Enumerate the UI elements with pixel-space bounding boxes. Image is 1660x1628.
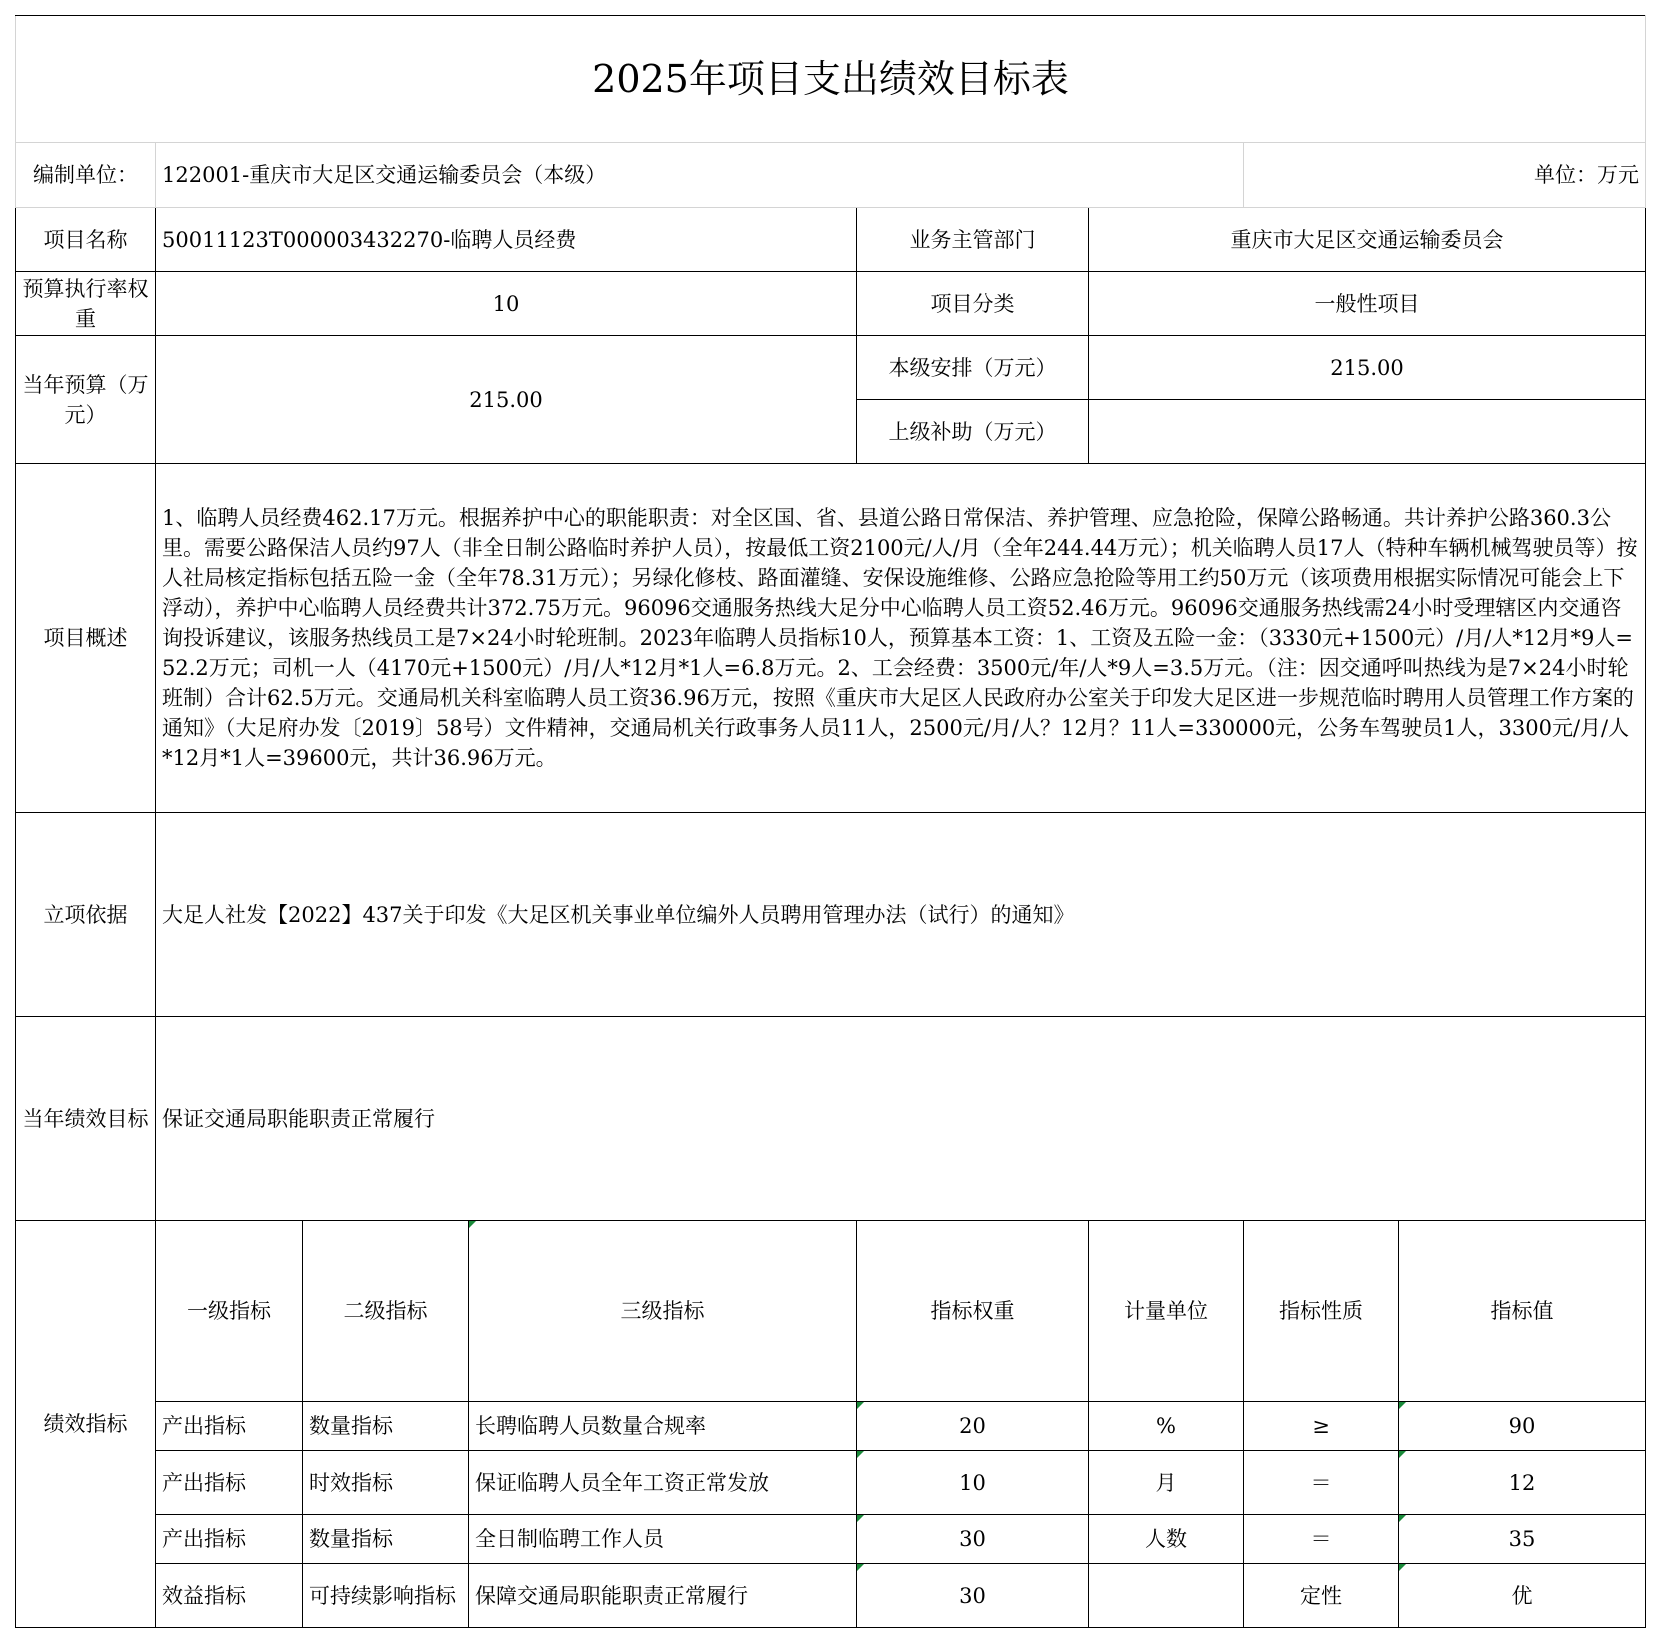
row-value: 90 <box>1399 1402 1646 1451</box>
row-weight: 20 <box>857 1402 1089 1451</box>
basis-text: 大足人社发【2022】437关于印发《大足区机关事业单位编外人员聘用管理办法（试行）的通知》 <box>156 813 1646 1017</box>
row-l3: 保证临聘人员全年工资正常发放 <box>469 1451 857 1515</box>
row-l1: 产出指标 <box>156 1402 303 1451</box>
row-l1: 产出指标 <box>156 1515 303 1564</box>
category-value: 一般性项目 <box>1089 272 1646 336</box>
row-unit <box>1089 1564 1244 1628</box>
indicators-section-label: 绩效指标 <box>16 1221 156 1628</box>
row-l2: 数量指标 <box>303 1515 469 1564</box>
col-header-nature: 指标性质 <box>1244 1221 1399 1402</box>
performance-target-sheet <box>15 15 1645 1628</box>
local-label: 本级安排（万元） <box>857 336 1089 400</box>
budget-value: 215.00 <box>156 336 857 464</box>
col-header-l2: 二级指标 <box>303 1221 469 1402</box>
unit-label: 编制单位： <box>16 143 156 208</box>
project-name-label: 项目名称 <box>16 208 156 272</box>
dept-label: 业务主管部门 <box>857 208 1089 272</box>
budget-label: 当年预算（万元） <box>16 336 156 464</box>
row-unit: 月 <box>1089 1451 1244 1515</box>
weight-label: 预算执行率权重 <box>16 272 156 336</box>
table-row <box>16 1515 1646 1564</box>
col-header-unit: 计量单位 <box>1089 1221 1244 1402</box>
subsidy-value <box>1089 400 1646 464</box>
row-l2: 可持续影响指标 <box>303 1564 469 1628</box>
row-l1: 产出指标 <box>156 1451 303 1515</box>
currency-label: 单位：万元 <box>1244 143 1646 208</box>
row-nature: 定性 <box>1244 1564 1399 1628</box>
row-l2: 时效指标 <box>303 1451 469 1515</box>
table-row <box>16 1451 1646 1515</box>
col-header-l1: 一级指标 <box>156 1221 303 1402</box>
row-nature: ＝ <box>1244 1515 1399 1564</box>
row-l1: 效益指标 <box>156 1564 303 1628</box>
overview-text: 1、临聘人员经费462.17万元。根据养护中心的职能职责：对全区国、省、县道公路日常保洁、养护管理、应急抢险，保障公路畅通。共计养护公路360.3公里。需要公路保洁人员约97人（非全日制公路临时养护人员），按最低工资2100元/人/月（全年244.44万元）；机关临聘人员17人（特种车辆机械驾驶员等）按人社局核定指标包括五险一金（全年78.31万元）；另绿化修枝、路面灌缝、安保设施维修、公路应急抢险等用工约50万元（该项费用根据实际情况可能会上下浮动），养护中心临聘人员经费共计372.75万元。96096交通服务热线大足分中心临聘人员工资52.46万元。96096交通服务热线需24小时受理辖区内交通咨询投诉建议，该服务热线员工是7×24小时轮班制。2023年临聘人员指标10人，预算基本工资：1、工资及五险一金：（3330元+1500元）/月/人*12月*9人=52.2万元；司机一人（4170元+1500元）/月/人*12月*1人=6.8万元。2、工会经费：3500元/年/人*9人=3.5万元。（注：因交通呼叫热线为是7×24小时轮班制）合计62.5万元。交通局机关科室临聘人员工资36.96万元，按照《重庆市大足区人民政府办公室关于印发大足区进一步规范临时聘用人员管理工作方案的通知》（大足府办发〔2019〕58号）文件精神，交通局机关行政事务人员11人，2500元/月/人？12月？11人=330000元，公务车驾驶员1人，3300元/月/人*12月*1人=39600元，共计36.96万元。 <box>156 464 1646 813</box>
main-table <box>15 15 1646 1628</box>
row-weight: 30 <box>857 1564 1089 1628</box>
table-row <box>16 1564 1646 1628</box>
local-value: 215.00 <box>1089 336 1646 400</box>
col-header-value: 指标值 <box>1399 1221 1646 1402</box>
row-weight: 10 <box>857 1451 1089 1515</box>
subsidy-label: 上级补助（万元） <box>857 400 1089 464</box>
row-value: 12 <box>1399 1451 1646 1515</box>
row-unit: 人数 <box>1089 1515 1244 1564</box>
page-title: 2025年项目支出绩效目标表 <box>16 16 1646 143</box>
row-nature: ≥ <box>1244 1402 1399 1451</box>
col-header-weight: 指标权重 <box>857 1221 1089 1402</box>
goal-label: 当年绩效目标 <box>16 1017 156 1221</box>
row-nature: ＝ <box>1244 1451 1399 1515</box>
goal-text: 保证交通局职能职责正常履行 <box>156 1017 1646 1221</box>
row-l2: 数量指标 <box>303 1402 469 1451</box>
row-l3: 全日制临聘工作人员 <box>469 1515 857 1564</box>
row-l3: 长聘临聘人员数量合规率 <box>469 1402 857 1451</box>
col-header-l3: 三级指标 <box>469 1221 857 1402</box>
weight-value: 10 <box>156 272 857 336</box>
row-value: 35 <box>1399 1515 1646 1564</box>
row-value: 优 <box>1399 1564 1646 1628</box>
unit-value: 122001-重庆市大足区交通运输委员会（本级） <box>156 143 1244 208</box>
dept-value: 重庆市大足区交通运输委员会 <box>1089 208 1646 272</box>
row-l3: 保障交通局职能职责正常履行 <box>469 1564 857 1628</box>
category-label: 项目分类 <box>857 272 1089 336</box>
row-weight: 30 <box>857 1515 1089 1564</box>
project-name-value: 50011123T000003432270-临聘人员经费 <box>156 208 857 272</box>
basis-label: 立项依据 <box>16 813 156 1017</box>
overview-label: 项目概述 <box>16 464 156 813</box>
row-unit: % <box>1089 1402 1244 1451</box>
table-row <box>16 1402 1646 1451</box>
